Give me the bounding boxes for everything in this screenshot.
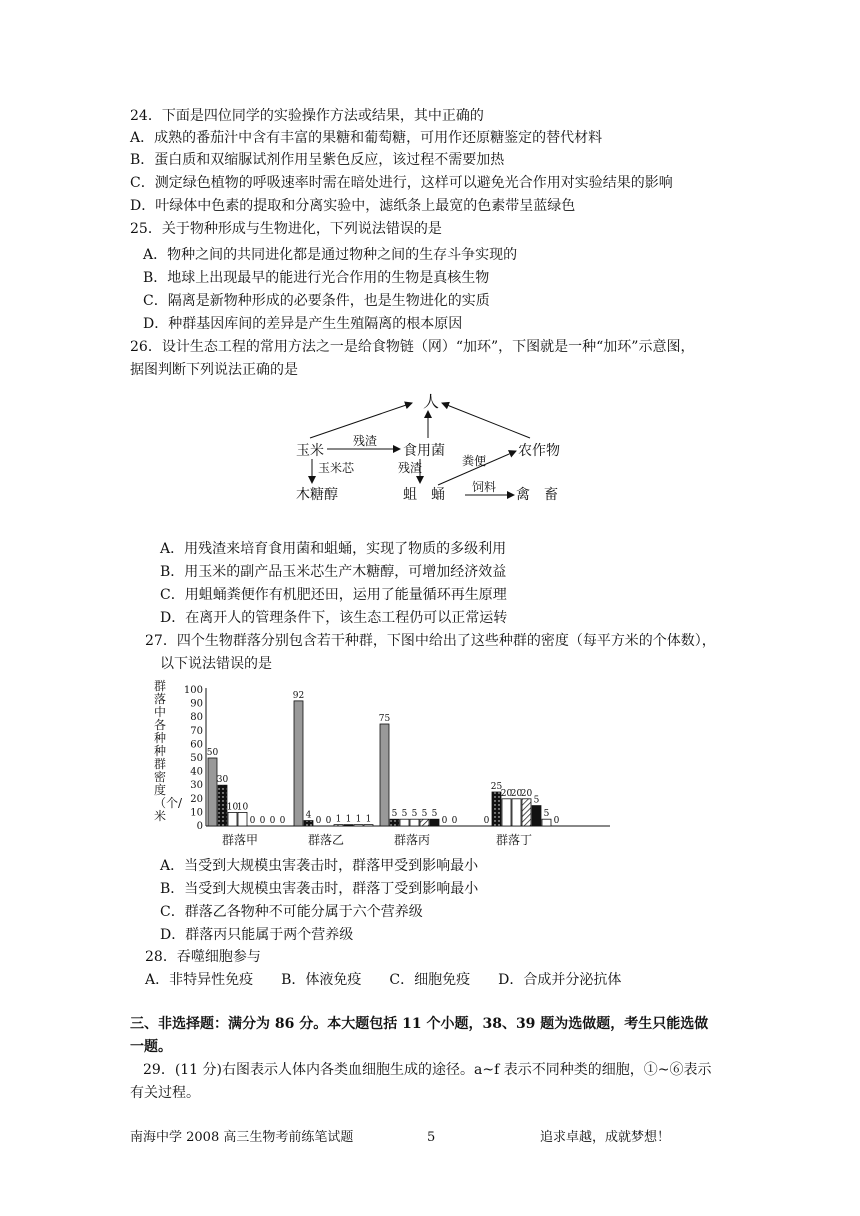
chart-data-label: 50	[206, 748, 219, 758]
chart-category-label: 群落乙	[307, 833, 345, 847]
q27-option-a: A．当受到大规模虫害袭击时，群落甲受到影响最小	[160, 858, 479, 874]
node-yumi: 玉米	[296, 443, 324, 459]
chart-data-label: 0	[325, 816, 332, 826]
q24-option-b: B．蛋白质和双缩脲试剂作用呈紫色反应，该过程不需要加热	[130, 152, 505, 168]
node-mutangchun: 木糖醇	[296, 487, 338, 503]
chart-data-label: 0	[269, 816, 276, 826]
node-nongzuowu: 农作物	[518, 443, 560, 459]
chart-bar	[390, 819, 399, 826]
q27-option-c: C．群落乙各物种不可能分属于六个营养级	[160, 904, 423, 920]
q25-option-d: D．种群基因库间的差异是产生生殖隔离的根本原因	[143, 316, 463, 332]
chart-data-label: 4	[305, 810, 312, 821]
q29-line1: 29．(11 分)右图表示人体内各类血细胞生成的途径。a~f 表示不同种类的细胞，①~⑥表示	[143, 1062, 712, 1078]
chart-data-label: 1	[355, 814, 362, 825]
q27-option-b: B．当受到大规模虫害袭击时，群落丁受到影响最小	[160, 881, 479, 897]
edge-label-canzha-1: 残渣	[353, 434, 378, 448]
chart-data-label: 5	[391, 809, 398, 820]
q24-option-c: C．测定绿色植物的呼吸速率时需在暗处进行，这样可以避免光合作用对实验结果的影响	[130, 175, 673, 191]
chart-y-tick-label: 30	[190, 780, 203, 792]
chart-data-label: 0	[451, 816, 458, 826]
q24-option-a: A．成熟的番茄汁中含有丰富的果糖和葡萄糖，可用作还原糖鉴定的替代材料	[130, 130, 603, 146]
chart-data-label: 1	[345, 814, 352, 825]
chart-bar	[430, 819, 439, 826]
chart-data-label: 5	[401, 809, 408, 820]
chart-bar	[218, 785, 227, 826]
chart-data-label: 5	[411, 809, 418, 820]
chart-bar	[400, 819, 409, 826]
q26-stem-line2: 据图判断下列说法正确的是	[130, 362, 298, 378]
arrow-nongzuowu-ren	[442, 403, 530, 438]
chart-data-label: 30	[216, 775, 229, 786]
q26-option-d: D．在离开人的管理条件下，该生态工程仍可以正常运转	[160, 610, 508, 626]
chart-data-label: 0	[315, 816, 322, 826]
chart-bar	[238, 812, 247, 826]
chart-data-label: 0	[249, 816, 256, 826]
arrow-yumi-ren	[310, 403, 412, 438]
chart-bar	[492, 792, 501, 826]
q26-stem-line1: 26．设计生态工程的常用方法之一是给食物链（网）“加环”，下图就是一种“加环”示意图，	[130, 339, 695, 355]
chart-data-label: 92	[292, 690, 305, 701]
chart-data-label: 0	[259, 816, 266, 826]
chart-y-tick-label: 90	[190, 698, 203, 710]
q28-stem: 28．吞噬细胞参与	[145, 949, 261, 965]
chart-category-label: 群落甲	[221, 833, 259, 847]
chart-bar	[542, 819, 551, 826]
section3-heading-line2: 一题。	[130, 1039, 172, 1055]
chart-data-label: 1	[335, 814, 342, 825]
chart-data-label: 0	[279, 816, 286, 826]
chart-bar	[208, 758, 217, 826]
chart-bar	[532, 806, 541, 826]
chart-bar	[294, 701, 303, 826]
q25-option-b: B．地球上出现最早的能进行光合作用的生物是真核生物	[143, 270, 490, 286]
chart-ylabel: 群落中各种种群密度（个/米	[154, 679, 183, 823]
chart-y-tick-label: 60	[190, 739, 203, 751]
node-ren: 人	[423, 392, 440, 411]
chart-bar	[410, 819, 419, 826]
section3-heading-line1: 三、非选择题：满分为 86 分。本大题包括 11 个小题，38、39 题为选做题，考生只能选做	[130, 1016, 709, 1032]
node-qiyin: 蛆 蛹	[403, 487, 445, 503]
q25-stem: 25．关于物种形成与生物进化，下列说法错误的是	[130, 221, 442, 237]
chart-y-tick-label: 10	[190, 807, 203, 819]
chart-bar	[512, 799, 521, 826]
chart-data-label: 20	[520, 788, 533, 799]
q27-stem-line1: 27．四个生物群落分别包含若干种群，下图中给出了这些种群的密度（每平方米的个体数），	[145, 633, 716, 649]
chart-data-label: 10	[226, 802, 239, 813]
node-shiyongjun: 食用菌	[403, 443, 445, 459]
chart-y-tick-label: 100	[183, 685, 203, 696]
q26-option-a: A．用残渣来培育食用菌和蛆蛹，实现了物质的多级利用	[160, 541, 507, 557]
node-qinchu: 禽 畜	[516, 487, 558, 503]
chart-bar	[354, 825, 363, 826]
q27-option-d: D．群落丙只能属于两个营养级	[160, 927, 354, 943]
chart-bar	[334, 825, 343, 826]
chart-data-label: 0	[553, 816, 560, 826]
q28-options: A．非特异性免疫 B．体液免疫 C．细胞免疫 D．合成并分泌抗体	[145, 972, 622, 988]
q26-option-c: C．用蛆蛹粪便作有机肥还田，运用了能量循环再生原理	[160, 587, 507, 603]
chart-data-label: 75	[378, 714, 391, 724]
population-density-chart	[166, 680, 616, 850]
chart-data-label: 20	[510, 788, 523, 799]
chart-y-tick-label: 80	[190, 712, 203, 724]
chart-bar	[380, 724, 389, 826]
q25-option-c: C．隔离是新物种形成的必要条件，也是生物进化的实质	[143, 293, 490, 309]
chart-data-label: 0	[441, 816, 448, 826]
q25-option-a: A．物种之间的共同进化都是通过物种之间的生存斗争实现的	[143, 247, 518, 263]
chart-bar	[344, 825, 353, 826]
chart-category-label: 群落丙	[393, 833, 431, 847]
edge-label-fenbian: 粪便	[462, 454, 487, 468]
q24-option-d: D．叶绿体中色素的提取和分离实验中，滤纸条上最宽的色素带呈蓝绿色	[130, 198, 576, 214]
chart-y-tick-label: 40	[190, 766, 203, 778]
chart-data-label: 0	[483, 816, 490, 826]
edge-label-canzha-2: 残渣	[398, 461, 423, 475]
page-number: 5	[427, 1130, 436, 1145]
edge-label-siliao: 饲料	[472, 480, 497, 494]
chart-data-label: 1	[365, 814, 372, 825]
chart-bar	[304, 821, 313, 826]
chart-bar	[502, 799, 511, 826]
chart-data-label: 5	[543, 809, 550, 820]
chart-data-label: 5	[431, 809, 438, 820]
edge-label-yumixin: 玉米芯	[318, 461, 355, 475]
ecological-diagram	[280, 385, 580, 515]
chart-y-tick-label: 0	[196, 821, 203, 832]
chart-data-label: 10	[236, 802, 249, 813]
q24-stem: 24．下面是四位同学的实验操作方法或结果，其中正确的	[130, 108, 484, 124]
chart-y-tick-label: 50	[190, 753, 203, 764]
chart-data-label: 5	[421, 809, 428, 820]
chart-data-label: 20	[500, 788, 513, 799]
chart-data-label: 25	[490, 782, 503, 792]
q27-stem-line2: 以下说法错误的是	[160, 656, 272, 672]
q26-option-b: B．用玉米的副产品玉米芯生产木糖醇，可增加经济效益	[160, 564, 507, 580]
chart-bar	[522, 799, 531, 826]
chart-data-label: 5	[533, 795, 540, 806]
chart-bar	[364, 825, 373, 826]
chart-category-label: 群落丁	[495, 833, 533, 847]
chart-y-tick-label: 70	[190, 725, 203, 737]
q29-line2: 有关过程。	[130, 1085, 200, 1101]
chart-y-tick-label: 20	[190, 793, 203, 805]
chart-bar	[420, 819, 429, 826]
footer-right: 追求卓越，成就梦想！	[540, 1130, 671, 1145]
chart-bar	[228, 812, 237, 826]
footer-left: 南海中学 2008 高三生物考前练笔试题	[130, 1130, 354, 1145]
